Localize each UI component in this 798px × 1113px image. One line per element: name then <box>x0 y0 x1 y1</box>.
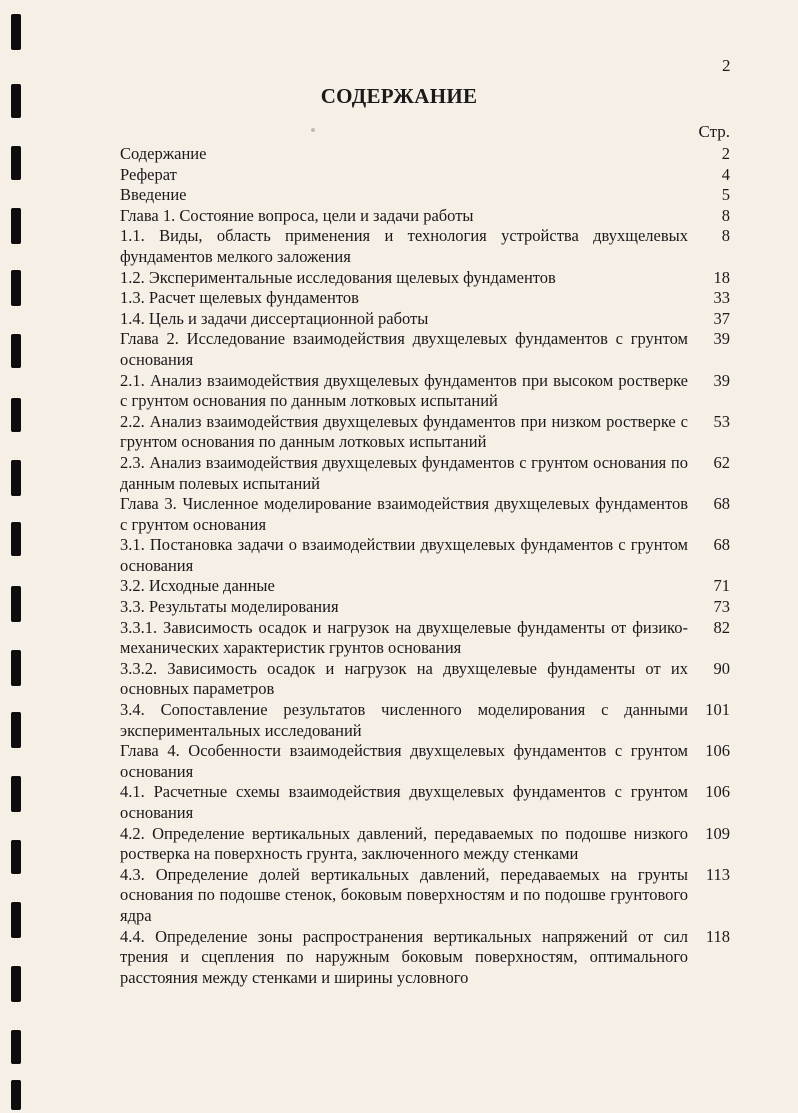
toc-entry <box>120 824 730 865</box>
toc-entry-page: 71 <box>713 576 730 596</box>
toc-entry-title: 3.3.2. Зависимость осадок и нагрузок на двухщелевые фундаменты от их основных параметров <box>120 658 688 699</box>
toc-entry-page: 101 <box>705 700 730 720</box>
toc-entry-page: 37 <box>713 308 730 328</box>
toc-entry-title: 4.2. Определение вертикальных давлений, передаваемых по подошве низкого ростверка на поверхность грунта, заключенного между стенками <box>120 823 688 864</box>
page-title: СОДЕРЖАНИЕ <box>320 84 478 108</box>
toc-entry-page: 5 <box>721 185 730 205</box>
toc-entry-title: 3.2. Исходные данные <box>120 576 275 596</box>
toc-entry <box>120 288 730 309</box>
toc-entry-title: Глава 3. Численное моделирование взаимодействия двухщелевых фундаментов с грунтом основания <box>120 494 688 534</box>
toc-entry-title: 3.3.1. Зависимость осадок и нагрузок на двухщелевые фундаменты от физико-механических характеристик грунтов основания <box>120 617 688 658</box>
toc-entry-title: 2.1. Анализ взаимодействия двухщелевых фундаментов при высоком ростверке с грунтом основания по данным лотковых испытаний <box>120 370 688 411</box>
toc-entry-title: Глава 2. Исследование взаимодействия двухщелевых фундаментов с грунтом основания <box>120 329 688 369</box>
toc-entry <box>120 927 730 989</box>
toc-entry <box>120 535 730 576</box>
toc-entry <box>120 494 730 535</box>
toc-entry <box>120 659 730 700</box>
toc-entry <box>120 329 730 370</box>
toc-entry-title: 1.1. Виды, область применения и технология устройства двухщелевых фундаментов мелкого заложения <box>120 226 688 266</box>
toc-entry <box>120 371 730 412</box>
toc-entry <box>120 865 730 927</box>
toc-entry-page: 106 <box>705 782 730 802</box>
toc-entry-page: 39 <box>713 329 730 349</box>
toc-entry <box>120 309 730 330</box>
toc-entry <box>120 185 730 206</box>
toc-entry-page: 113 <box>705 864 730 884</box>
toc-entry <box>120 782 730 823</box>
toc-entry-title: Реферат <box>120 164 177 184</box>
toc-entry-title: 1.4. Цель и задачи диссертационной работы <box>120 308 429 328</box>
toc-entry <box>120 741 730 782</box>
toc-entry <box>120 453 730 494</box>
toc-entry-title: Содержание <box>120 144 207 163</box>
toc-entry <box>120 206 730 227</box>
toc-entry-title: 2.2. Анализ взаимодействия двухщелевых фундаментов при низком ростверке с грунтом основания по данным лотковых испытаний <box>120 411 688 452</box>
toc-entry-page: 106 <box>705 741 730 761</box>
toc-entry <box>120 165 730 186</box>
toc-entry-page: 4 <box>721 164 730 184</box>
toc-entry-title: Глава 1. Состояние вопроса, цели и задачи работы <box>120 205 474 225</box>
toc-entry <box>120 597 730 618</box>
toc-entry <box>120 618 730 659</box>
toc-entry-title: 3.3. Результаты моделирования <box>120 597 339 617</box>
toc-entry-title: 1.2. Экспериментальные исследования щелевых фундаментов <box>120 267 556 287</box>
toc-entry-page: 18 <box>713 267 730 287</box>
toc-entry-title: Введение <box>120 185 187 205</box>
toc-entry-page: 53 <box>713 411 730 431</box>
page-column-header: Стр. <box>698 122 730 141</box>
toc-entry-page: 62 <box>713 452 730 472</box>
toc-entry <box>120 226 730 267</box>
toc-entry-page: 90 <box>713 658 730 678</box>
paper-speck <box>311 128 315 132</box>
toc-entry-page: 39 <box>713 370 730 390</box>
toc-entry-title: 4.1. Расчетные схемы взаимодействия двухщелевых фундаментов с грунтом основания <box>120 782 688 822</box>
toc-entry <box>120 700 730 741</box>
table-of-contents <box>120 144 730 988</box>
binding-holes <box>11 0 25 1113</box>
toc-entry-page: 82 <box>713 617 730 637</box>
toc-entry-page: 8 <box>721 205 730 225</box>
toc-entry <box>120 576 730 597</box>
toc-entry-title: 2.3. Анализ взаимодействия двухщелевых фундаментов с грунтом основания по данным полевых испытаний <box>120 452 688 493</box>
toc-entry-page: 68 <box>713 494 730 514</box>
toc-entry-title: 3.1. Постановка задачи о взаимодействии двухщелевых фундаментов с грунтом основания <box>120 535 688 575</box>
page-number: 2 <box>722 56 731 75</box>
toc-entry-title: 3.4. Сопоставление результатов численного моделирования с данными экспериментальных исследований <box>120 700 688 740</box>
toc-entry <box>120 412 730 453</box>
toc-entry-page: 8 <box>721 226 730 246</box>
toc-entry-title: 1.3. Расчет щелевых фундаментов <box>120 288 359 308</box>
toc-entry-page: 73 <box>713 597 730 617</box>
toc-entry-page: 2 <box>721 144 730 163</box>
toc-entry-page: 118 <box>705 926 730 946</box>
toc-entry-title: 4.4. Определение зоны распространения вертикальных напряжений от сил трения и сцепления по наружным боковым поверхностям, оптимального расстояния между стенками и ширины условного <box>120 926 688 987</box>
toc-entry-page: 33 <box>713 288 730 308</box>
toc-entry <box>120 268 730 289</box>
toc-entry-title: 4.3. Определение долей вертикальных давлений, передаваемых на грунты основания по подошве стенок, боковым поверхностям и по подошве грунтового ядра <box>120 864 688 925</box>
toc-entry-page: 68 <box>713 535 730 555</box>
toc-entry <box>120 144 730 165</box>
toc-entry-page: 109 <box>705 823 730 843</box>
toc-entry-title: Глава 4. Особенности взаимодействия двухщелевых фундаментов с грунтом основания <box>120 741 688 781</box>
